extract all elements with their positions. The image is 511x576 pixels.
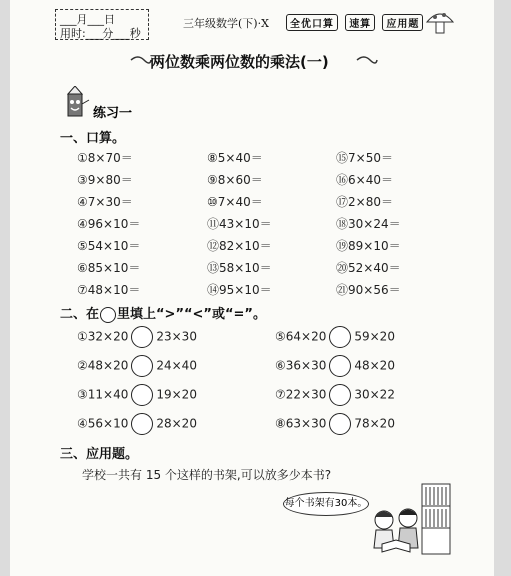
oral-item: ⑫82×10＝ [207,239,272,253]
oral-item: ④7×30＝ [77,195,133,209]
right-swirl-icon [356,54,378,66]
oral-item: ⑥85×10＝ [77,261,141,275]
oral-item: ⑦48×10＝ [77,283,141,297]
answer-circle[interactable] [131,355,153,377]
answer-circle[interactable] [131,384,153,406]
date-line: ___月___日 [60,13,115,26]
compare-item [77,355,197,377]
compare-left: ⑤64×20 [275,329,327,344]
section2-heading [60,303,266,323]
compare-left: ③11×40 [77,387,129,402]
pencil-mascot-icon [60,86,90,122]
course-name: 三年级数学(下)·X [183,17,269,30]
section3-heading: 三、应用题。 [60,447,139,462]
answer-circle[interactable] [329,384,351,406]
oral-item: ⑨8×60＝ [207,173,263,187]
compare-right: 30×22 [354,387,395,402]
oral-item: ⑱30×24＝ [336,217,401,231]
oral-item: ⑩7×40＝ [207,195,263,209]
speech-bubble: 每个书架有30本。 [283,492,369,516]
circle-icon [100,307,116,323]
compare-left: ⑦22×30 [275,387,327,402]
oral-item: ⑤54×10＝ [77,239,141,253]
compare-item [77,326,197,348]
date-time-box [55,9,149,40]
practice-label: 练习一 [93,106,133,121]
compare-left: ⑥36×30 [275,358,327,373]
compare-right: 24×40 [156,358,197,373]
oral-item: ⑯6×40＝ [336,173,393,187]
oral-item: ⑪43×10＝ [207,217,272,231]
oral-item: ⑲89×10＝ [336,239,401,253]
oral-item: ④96×10＝ [77,217,141,231]
oral-item: ⑧5×40＝ [207,151,263,165]
kids-reading-illustration [372,478,452,560]
oral-item: ⑮7×50＝ [336,151,393,165]
compare-left: ①32×20 [77,329,129,344]
compare-item [275,384,395,406]
time-line: 用时:___分___秒 [60,27,141,40]
compare-left: ⑧63×30 [275,416,327,431]
compare-item [77,384,197,406]
section2-heading-post: 里填上“>”“<”或“=”。 [117,307,266,322]
answer-circle[interactable] [131,413,153,435]
compare-left: ④56×10 [77,416,129,431]
compare-item [275,355,395,377]
section1-heading: 一、口算。 [60,131,126,146]
oral-item: ⑭95×10＝ [207,283,272,297]
mushroom-icon [425,8,455,36]
oral-item: ①8×70＝ [77,151,133,165]
compare-item [275,326,395,348]
answer-circle[interactable] [329,355,351,377]
answer-circle[interactable] [329,413,351,435]
compare-right: 59×20 [354,329,395,344]
oral-item: ⑰2×80＝ [336,195,393,209]
brand-tag-3: 应用题 [382,14,423,31]
answer-circle[interactable] [329,326,351,348]
oral-item: ⑬58×10＝ [207,261,272,275]
section2-heading-pre: 二、在 [60,307,100,322]
brand-tag-1: 全优口算 [286,14,338,31]
compare-right: 48×20 [354,358,395,373]
answer-circle[interactable] [131,326,153,348]
oral-item: ㉑90×56＝ [336,283,401,297]
compare-right: 78×20 [354,416,395,431]
page-title: 两位数乘两位数的乘法(一) [150,53,329,71]
compare-item [77,413,197,435]
compare-right: 19×20 [156,387,197,402]
word-problem: 学校一共有 15 个这样的书架,可以放多少本书? [82,468,332,482]
brand-tags [283,14,423,31]
compare-right: 23×30 [156,329,197,344]
oral-item: ⑳52×40＝ [336,261,401,275]
oral-item: ③9×80＝ [77,173,133,187]
compare-item [275,413,395,435]
compare-left: ②48×20 [77,358,129,373]
brand-tag-2: 速算 [345,14,375,31]
left-swirl-icon [130,54,152,66]
compare-right: 28×20 [156,416,197,431]
